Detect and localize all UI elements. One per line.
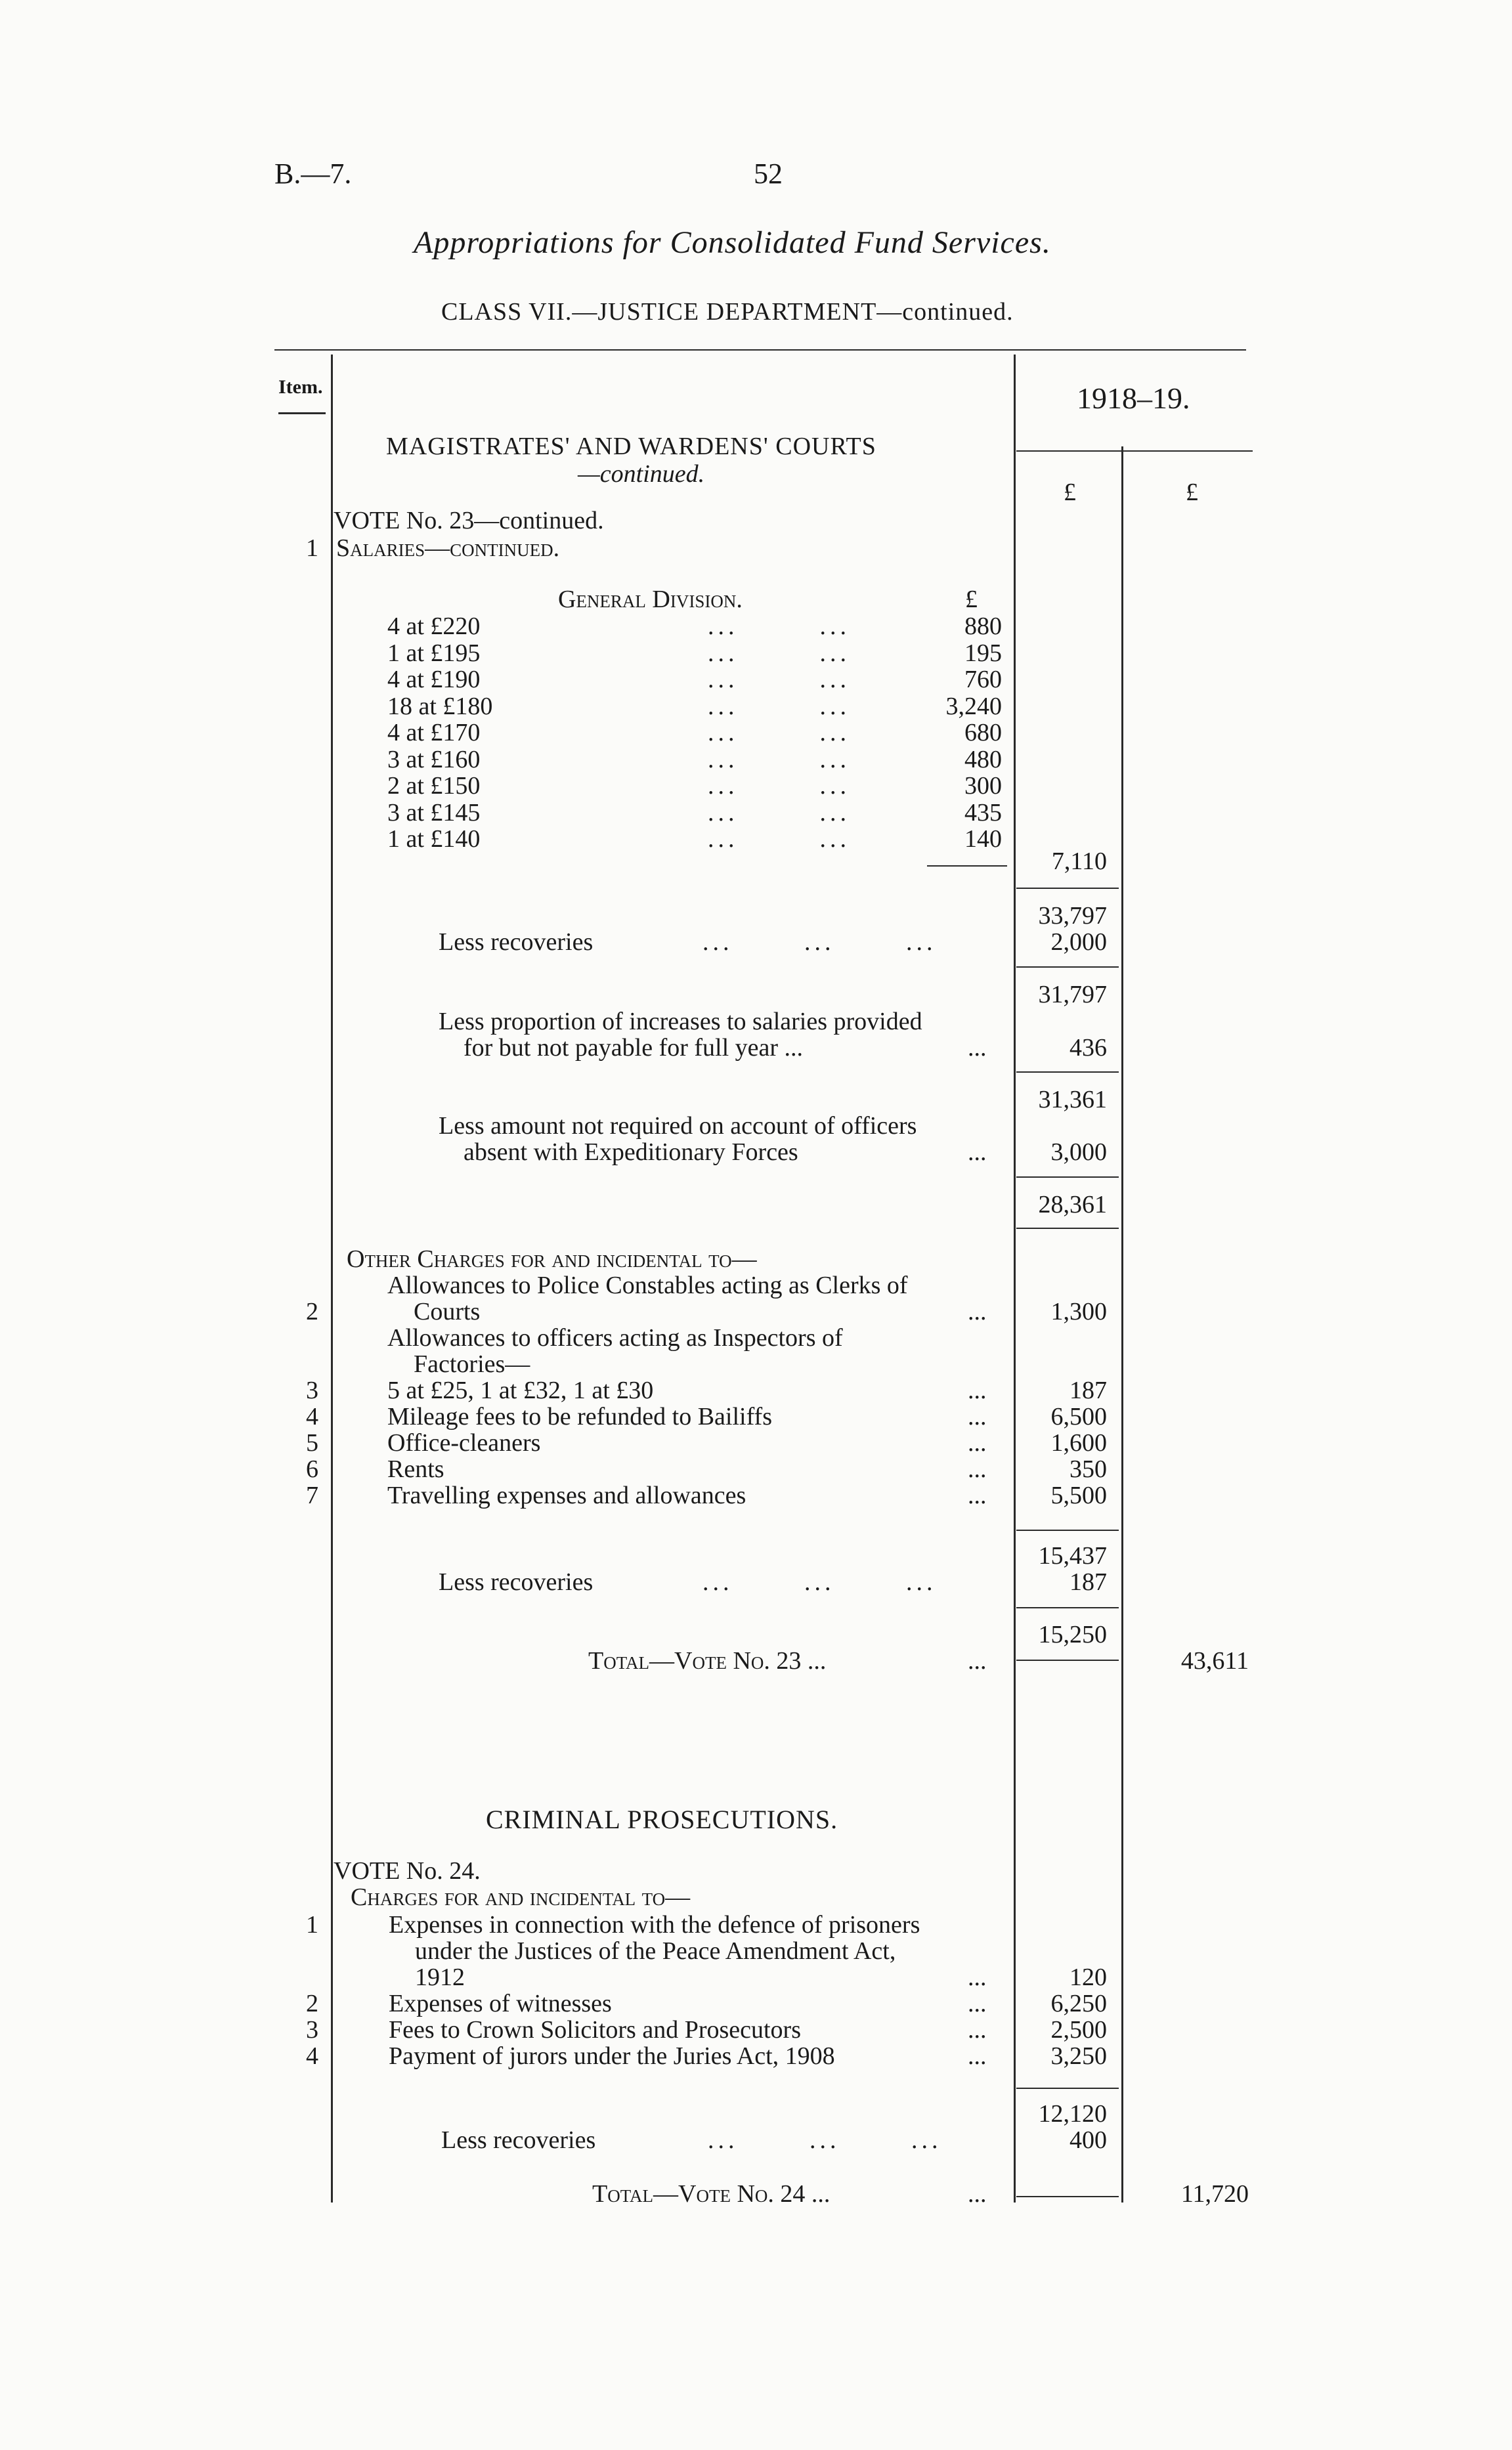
criminal-total-amount: 11,720 (1180, 2180, 1249, 2208)
leader-dots: ... (968, 1455, 987, 1483)
criminal-subtotal: 12,120 (1038, 2100, 1107, 2128)
pound-symbol-1: £ (1064, 479, 1076, 506)
vote-heading: VOTE No. 23—continued. (334, 507, 604, 534)
rule (1016, 1176, 1119, 1178)
leader-dots: ... ... (708, 666, 850, 693)
leader-dots: ... ... (708, 798, 850, 827)
charge-line2: Courts (414, 1298, 481, 1325)
criminal-less-recoveries-amount: 400 (1069, 2126, 1107, 2154)
criminal-charges-heading: Charges for and incidental to— (351, 1883, 691, 1911)
page-title: Appropriations for Consolidated Fund Services. (414, 225, 1051, 260)
charge-line3: 1912 (415, 1964, 465, 1991)
charge-line1: 5 at £25, 1 at £32, 1 at £30 (387, 1377, 654, 1404)
item-number: 4 (306, 1403, 318, 1430)
leader-dots: ... ... (708, 745, 850, 773)
gd-row-label: 1 at £195 (387, 639, 481, 667)
charge-line1: Allowances to officers acting as Inspectors of (387, 1324, 843, 1352)
leader-dots: ... (968, 1298, 987, 1325)
leader-dots: ... (968, 1403, 987, 1430)
charge-line1: Office-cleaners (387, 1429, 541, 1457)
item-number: 3 (306, 2016, 318, 2044)
leader-dots: ... ... (708, 719, 850, 746)
gd-row-label: 4 at £170 (387, 719, 481, 746)
charge-line1: Payment of jurors under the Juries Act, 1908 (389, 2042, 835, 2070)
leader-dots: ... (968, 1138, 987, 1166)
other-less-recoveries-label: Less recoveries (439, 1568, 594, 1596)
rule (1016, 966, 1119, 968)
leader-dots: ... ... (708, 692, 850, 720)
leader-dots: ... (968, 1034, 987, 1062)
leader-dots: ... (968, 2016, 987, 2044)
charge-line1: Expenses in connection with the defence of prisoners (389, 1911, 920, 1939)
less-expeditionary-amount: 3,000 (1050, 1138, 1107, 1166)
other-net: 15,250 (1038, 1621, 1107, 1648)
gd-row-label: 4 at £220 (387, 612, 481, 640)
less-proportion-line2: for but not payable for full year ... (464, 1034, 804, 1062)
rule (1016, 2088, 1119, 2089)
rule (1016, 2196, 1119, 2197)
other-less-recoveries-amount: 187 (1069, 1568, 1107, 1596)
item-header-rule (278, 412, 326, 414)
leader-dots: ... (968, 2180, 987, 2208)
criminal-vote-heading: VOTE No. 24. (334, 1857, 481, 1885)
pound-symbol-2: £ (1186, 479, 1198, 506)
leader-dots: ... (968, 1429, 987, 1457)
gd-total: 7,110 (1051, 848, 1107, 875)
leader-dots: ... ... ... (708, 2126, 942, 2154)
item-number: 6 (306, 1455, 318, 1483)
charge-amount: 3,250 (1050, 2042, 1107, 2070)
criminal-less-recoveries-label: Less recoveries (441, 2126, 596, 2154)
charge-amount: 6,250 (1050, 1990, 1107, 2017)
year-header-rule (1016, 450, 1253, 452)
gd-row-amount: 760 (964, 666, 1002, 693)
leader-dots: ... (968, 1482, 987, 1509)
rule (1016, 1228, 1119, 1229)
subtotal: 28,361 (1038, 1191, 1107, 1218)
salaries-heading: Salaries—continued. (336, 534, 560, 562)
leader-dots: ... (968, 1990, 987, 2017)
total-column-divider (1121, 446, 1123, 2203)
subtotal: 31,797 (1038, 981, 1107, 1008)
charge-line1: Fees to Crown Solicitors and Prosecutors (389, 2016, 802, 2044)
leader-dots: ... ... (708, 612, 850, 640)
item-number: 2 (306, 1990, 318, 2017)
item-number: 3 (306, 1377, 318, 1404)
gd-row-amount: 480 (964, 745, 1002, 773)
gd-row-label: 2 at £150 (387, 772, 481, 800)
pound-symbol-gd: £ (965, 586, 978, 613)
item-number: 7 (306, 1482, 318, 1509)
vote-total-label: Total—Vote No. 23 ... (588, 1647, 827, 1675)
leader-dots: ... (968, 1964, 987, 1991)
year-header: 1918–19. (1077, 381, 1190, 415)
gd-row-amount: 140 (964, 825, 1002, 853)
gd-row-label: 3 at £160 (387, 745, 481, 773)
rule (1016, 1071, 1119, 1073)
leader-dots: ... (968, 2042, 987, 2070)
gd-row-amount: 195 (964, 639, 1002, 667)
item-column-divider (331, 355, 333, 2203)
charge-amount: 2,500 (1050, 2016, 1107, 2044)
charge-line1: Expenses of witnesses (389, 1990, 612, 2017)
item-number: 5 (306, 1429, 318, 1457)
charge-amount: 350 (1069, 1455, 1107, 1483)
less-recoveries-amount: 2,000 (1050, 928, 1107, 956)
gd-row-amount: 3,240 (945, 692, 1002, 720)
less-proportion-line1: Less proportion of increases to salaries provided (439, 1008, 922, 1035)
rule (1016, 1607, 1119, 1608)
other-subtotal: 15,437 (1038, 1542, 1107, 1570)
leader-dots: ... (968, 1647, 987, 1675)
gd-row-label: 18 at £180 (387, 692, 493, 720)
item-column-header: Item. (278, 376, 323, 398)
class-heading: CLASS VII.—JUSTICE DEPARTMENT—continued. (441, 298, 1014, 326)
gd-row-amount: 680 (964, 719, 1002, 746)
rule (1016, 888, 1119, 889)
leader-dots: ... ... ... (702, 928, 937, 956)
charge-line1: Mileage fees to be refunded to Bailiffs (387, 1403, 772, 1430)
charge-amount: 187 (1069, 1377, 1107, 1404)
general-division-heading: General Division. (558, 586, 743, 613)
gd-row-label: 4 at £190 (387, 666, 481, 693)
other-charges-heading: Other Charges for and incidental to— (347, 1245, 757, 1273)
document-reference: B.—7. (274, 158, 352, 190)
leader-dots: ... ... (708, 772, 850, 800)
gd-row-amount: 880 (964, 612, 1002, 640)
criminal-heading: CRIMINAL PROSECUTIONS. (486, 1805, 838, 1834)
leader-dots: ... (968, 1377, 987, 1404)
amount-column-divider (1014, 355, 1016, 2203)
item-number: 2 (306, 1298, 318, 1325)
charge-line1: Rents (387, 1455, 444, 1483)
less-recoveries-label: Less recoveries (439, 928, 594, 956)
rule (1016, 1660, 1119, 1661)
subtotal: 33,797 (1038, 902, 1107, 930)
item-number: 1 (306, 534, 318, 562)
item-number: 4 (306, 2042, 318, 2070)
charge-amount: 1,600 (1050, 1429, 1107, 1457)
gd-row-label: 1 at £140 (387, 825, 481, 853)
leader-dots: ... ... (708, 639, 850, 667)
leader-dots: ... ... ... (702, 1568, 937, 1596)
charge-line1: Travelling expenses and allowances (387, 1482, 746, 1509)
subtotal: 31,361 (1038, 1086, 1107, 1113)
item-number: 1 (306, 1911, 318, 1939)
gd-sum-rule (927, 865, 1007, 867)
charge-line1: Allowances to Police Constables acting as Clerks of (387, 1272, 908, 1299)
section-heading: MAGISTRATES' AND WARDENS' COURTS (386, 433, 876, 460)
section-heading-continued: —continued. (578, 460, 705, 488)
vote-total-amount: 43,611 (1180, 1647, 1249, 1675)
criminal-total-label: Total—Vote No. 24 ... (592, 2180, 831, 2208)
gd-row-amount: 300 (964, 772, 1002, 800)
charge-line2: under the Justices of the Peace Amendment Act, (415, 1937, 896, 1965)
header-rule (274, 349, 1246, 351)
charge-amount: 120 (1069, 1964, 1107, 1991)
less-proportion-amount: 436 (1069, 1034, 1107, 1062)
charge-line2: Factories— (414, 1350, 530, 1378)
less-expeditionary-line2: absent with Expeditionary Forces (464, 1138, 798, 1166)
charge-amount: 6,500 (1050, 1403, 1107, 1430)
rule (1016, 1530, 1119, 1531)
gd-row-amount: 435 (964, 798, 1002, 827)
charge-amount: 1,300 (1050, 1298, 1107, 1325)
charge-amount: 5,500 (1050, 1482, 1107, 1509)
gd-row-label: 3 at £145 (387, 798, 481, 827)
leader-dots: ... ... (708, 825, 850, 853)
less-expeditionary-line1: Less amount not required on account of officers (439, 1112, 917, 1140)
page-number: 52 (754, 158, 783, 190)
